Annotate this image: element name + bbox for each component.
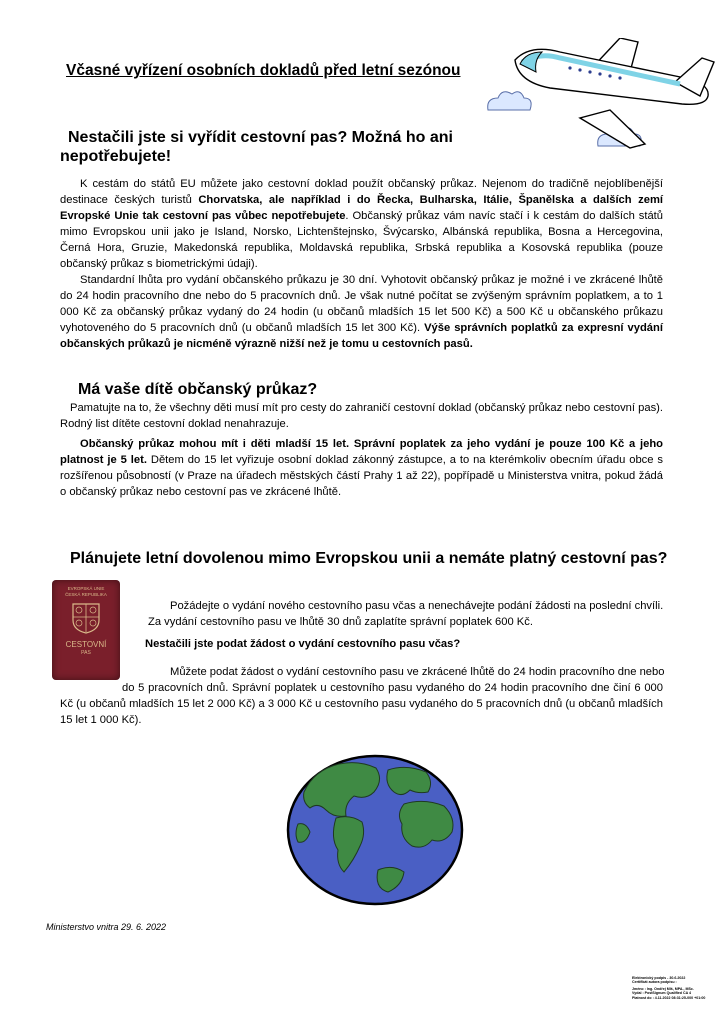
section-heading-passport xyxy=(68,128,453,147)
signature-line: Elektronický podpis - 30.6.2022 xyxy=(632,976,686,980)
paragraph-child-documents: Pamatujte na to, že všechny děti musí mít pro cesty do zahraničí cestovní doklad (občanský průkaz nebo cestovní pas). Rodný list dítěte cestovní doklad nenahrazuje. xyxy=(60,402,663,430)
paragraph-passport-fee: Za vydání cestovního pasu ve lhůtě 30 dnů zaplatíte správní poplatek 600 Kč. xyxy=(148,616,533,628)
passport-label: ČESKÁ REPUBLIKA xyxy=(65,592,107,597)
section-heading-outside-eu: Plánujete letní dovolenou mimo Evropskou unii a nemáte platný cestovní pas? xyxy=(70,550,668,567)
paragraph-express-line1: Můžete podat žádost o vydání cestovního pasu ve zkrácené lhůtě do 24 hodin pracovního dne nebo xyxy=(170,666,665,678)
passport-image xyxy=(52,580,120,680)
airplane-illustration xyxy=(470,38,720,158)
signature-line: Jméno : Ing. Ondřej Mlš, MPA., MSc. xyxy=(632,986,694,991)
heading-line: nepotřebujete! xyxy=(60,148,172,165)
paragraph-child-fees: Občanský průkaz mohou mít i děti mladší 15 let. Správní poplatek za jeho vydání je pouze 100 Kč a jeho platnost je 5 let. Dětem do 15 let vyřizuje osobní doklad zákonný zástupce, a to na kterémkoliv obecním úřadu obce s rozšířenou působností (v Praze na úřadech městských částí Prahy 1 až 22), popřípadě u Ministerstva vnitra, pokud žádá o občanský průkaz nebo cestovní pas ve zkrácené lhůtě. xyxy=(60,438,663,498)
paragraph-eu-travel: K cestám do států EU můžete jako cestovní doklad použít občanský průkaz. Nejenom do tradičně nejoblíbenější destinace českých turistů Chorvatska, ale například i do Řecka, Bulharska, Itálie, Španělska a dalších zemí Evropské Unie tak cestovní pas vůbec nepotřebujete. Občanský průkaz vám navíc stačí i k cestám do dalších států mimo Evropskou unii jako je Island, Norsko, Lichtenštejnsko, Švýcarsko, Albánská republika, Bosna a Hercegovina, Černá Hora, Gruzie, Makedonská republika, Moldavská republika, Srbská republika a Kosovská republika (pouze občanský průkaz s biometrickými údaji). xyxy=(60,178,664,270)
coat-of-arms-icon xyxy=(71,602,101,634)
signature-line: Platnost do : 4.11.2022 08:31:25-000 +01:00 xyxy=(632,995,706,1000)
bold-text: Chorvatska, ale například i do Řecka, Bulharska, Itálie, Španělska a dalších zemí Evropské Unie tak cestovní pas vůbec nepotřebujete xyxy=(60,194,663,222)
paragraph-express-fees: do 5 pracovních dnů. Správní poplatek u cestovního pasu vydaného do 24 hodin pracovního dne činí 6 000 Kč (u občanů mladších 15 let 2 000 Kč) a 3 000 Kč u cestovního pasu vydaného do 5 pracovních dnů (u občanů mladších 15 let 1 000 Kč). xyxy=(60,682,663,726)
paragraph-id-card-fees: Standardní lhůta pro vydání občanského průkazu je 30 dní. Vyhotovit občanský průkaz je možné i ve zkrácené lhůtě do 24 hodin pracovního dne nebo do 5 pracovních dnů. Je však nutné počítat se zvýšeným správním poplatkem, a to 1 000 Kč za občanský průkaz vydaný do 24 hodin (u občanů mladších 15 let 500 Kč) a 500 Kč u občanského průkazu vyhotoveného do 5 pracovních dnů (u občanů mladších 15 let 300 Kč). Výše správních poplatků za expresní vydání občanských průkazů je nicméně výrazně nižší než je tomu u cestovních pasů. xyxy=(60,274,663,350)
electronic-signature xyxy=(632,976,720,1000)
bold-text: Výše správních poplatků za expresní vydání občanských průkazů je nicméně výrazně nižší než je tomu u cestovních pasů. xyxy=(60,322,663,350)
paragraph-passport-request: Požádejte o vydání nového cestovního pasu včas a nenechávejte podání žádosti na poslední chvíli. xyxy=(170,600,664,612)
signature-line: Certifikát autora podpisu : xyxy=(632,980,677,985)
signature-line: Vydal : PostSignum Qualified CA 4 xyxy=(632,991,692,996)
globe-illustration xyxy=(284,752,466,908)
passport-label: CESTOVNÍ xyxy=(65,640,107,649)
footer-ministry-date: Ministerstvo vnitra 29. 6. 2022 xyxy=(46,922,167,932)
heading-line: Nestačili jste si vyřídit cestovní pas? Možná ho ani xyxy=(68,129,453,146)
passport-label: EVROPSKÁ UNIE xyxy=(67,586,105,591)
page-title: Včasné vyřízení osobních dokladů před letní sezónou xyxy=(66,62,461,79)
subheading-express-passport: Nestačili jste podat žádost o vydání cestovního pasu včas? xyxy=(145,638,461,650)
cloud-icon xyxy=(488,92,531,110)
section-heading-child-id: Má vaše dítě občanský průkaz? xyxy=(78,381,318,398)
section-heading-passport-cont xyxy=(60,147,171,166)
passport-label: PAS xyxy=(81,650,91,656)
bold-text: Občanský průkaz mohou mít i děti mladší 15 let. Správní poplatek za jeho vydání je pouze 100 Kč a jeho platnost je 5 let. xyxy=(60,438,663,466)
